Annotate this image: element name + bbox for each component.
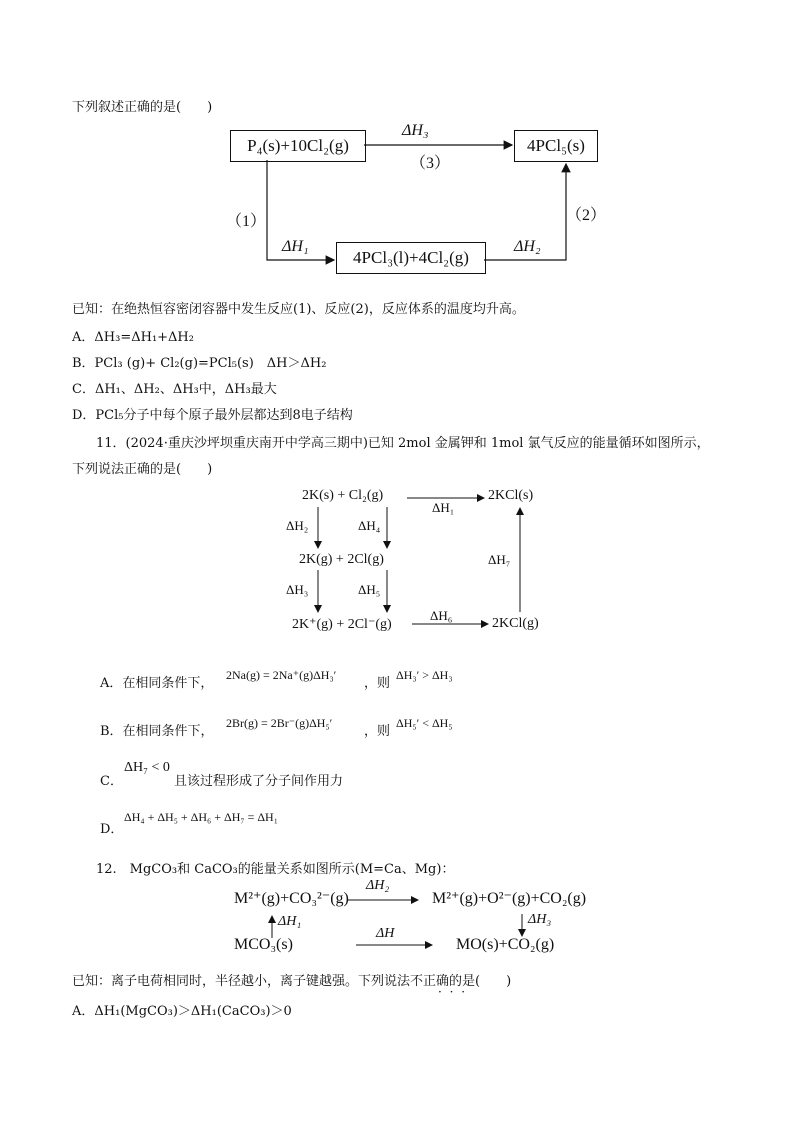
q10-option-c: C．ΔH₁、ΔH₂、ΔH₃中，ΔH₃最大 [72, 382, 277, 397]
q12-stem: 12. MgCO₃和 CaCO₃的能量关系如图所示(M=Ca、Mg)： [96, 862, 455, 877]
q12-top-right: M²⁺(g)+O²⁻(g)+CO₂(g) [432, 890, 587, 907]
q12-option-a: A．ΔH₁(MgCO₃)＞ΔH₁(CaCO₃)＞0 [72, 1004, 292, 1019]
q11-dh1: ΔH₁ [432, 500, 455, 515]
q11-option-c-eq: ΔH₇ < 0 [124, 760, 170, 775]
q10-box-intermediate: 4PCl₃(l)+4Cl₂(g) [336, 242, 486, 274]
q10-arrow-1 [267, 160, 334, 260]
q11-bottom-right: 2KCl(g) [492, 616, 539, 631]
q12-dh2: ΔH₂ [366, 878, 390, 893]
q10-box-reactants: P₄(s)+10Cl₂(g) [230, 130, 366, 162]
q12-top-left: M²⁺(g)+CO₃²⁻(g) [234, 890, 349, 907]
q11-dh2: ΔH₂ [286, 518, 309, 533]
q12-dh1: ΔH₁ [278, 914, 302, 929]
q11-dh5: ΔH₅ [358, 582, 381, 597]
q11-stem-line2: 下列说法正确的是( ) [72, 462, 213, 477]
q12-emphasis-dots: · · · [438, 985, 468, 999]
q11-option-a-then: ，则 [364, 676, 391, 691]
q11-mid: 2K(g) + 2Cl(g) [299, 552, 384, 567]
q11-dh6: ΔH₆ [430, 608, 453, 623]
q11-option-b-then: ，则 [364, 724, 391, 739]
q10-known: 已知：在绝热恒容密闭容器中发生反应(1)、反应(2)，反应体系的温度均升高。 [72, 302, 525, 317]
q10-option-b: B．PCl₃ (g)+ Cl₂(g)=PCl₅(s) ΔH＞ΔH₂ [72, 356, 327, 371]
q10-label-dh2: ΔH₂ [514, 238, 541, 255]
q12-known: 已知：离子电荷相同时，半径越小，离子键越强。下列说法不正确的是( ) [72, 974, 512, 989]
q10-label-dh3: ΔH₃ [402, 122, 429, 139]
q11-top-left: 2K(s) + Cl₂(g) [302, 488, 384, 503]
q11-option-c-text: 且该过程形成了分子间作用力 [174, 774, 344, 789]
q12-dh3: ΔH₃ [528, 912, 552, 927]
q11-dh7: ΔH₇ [488, 552, 511, 567]
q10-arrow-2 [484, 164, 566, 260]
q11-option-a-prefix: A．在相同条件下， [100, 676, 214, 691]
q12-bottom-left: MCO₃(s) [234, 936, 293, 953]
q10-label-dh1: ΔH₁ [282, 238, 309, 255]
q11-option-d-prefix: D． [100, 822, 124, 837]
q11-option-b-eq: 2Br(g) = 2Br⁻(g)ΔH₅′ [226, 716, 333, 730]
q11-option-a-result: ΔH₃′ > ΔH₃ [396, 668, 453, 682]
q10-label-step3: （3） [410, 155, 451, 172]
q11-dh4: ΔH₄ [358, 518, 381, 533]
q11-option-a-eq: 2Na(g) = 2Na⁺(g)ΔH₃′ [226, 668, 337, 682]
q10-option-a: A．ΔH₃=ΔH₁+ΔH₂ [72, 330, 194, 345]
q11-stem-line1: 11．(2024·重庆沙坪坝重庆南开中学高三期中)已知 2mol 金属钾和 1mol 氯气反应的能量循环如图所示， [96, 436, 710, 451]
q10-box-product: 4PCl₅(s) [514, 130, 598, 162]
q11-top-right: 2KCl(s) [488, 488, 534, 503]
q11-option-b-result: ΔH₅′ < ΔH₅ [396, 716, 453, 730]
q12-bottom-right: MO(s)+CO₂(g) [456, 936, 555, 953]
q11-option-c-prefix: C． [100, 774, 123, 789]
q10-label-step1: （1） [226, 213, 267, 230]
q10-option-d: D．PCl₅分子中每个原子最外层都达到8电子结构 [72, 408, 353, 423]
q11-bottom-left: 2K⁺(g) + 2Cl⁻(g) [292, 617, 392, 632]
q11-dh3: ΔH₃ [286, 582, 309, 597]
q12-dh: ΔH [376, 926, 395, 941]
q11-option-d-eq: ΔH₄ + ΔH₅ + ΔH₆ + ΔH₇ = ΔH₁ [124, 810, 278, 824]
q10-stem: 下列叙述正确的是( ) [72, 100, 213, 115]
q11-option-b-prefix: B．在相同条件下， [100, 724, 214, 739]
q10-label-step2: （2） [566, 207, 607, 224]
